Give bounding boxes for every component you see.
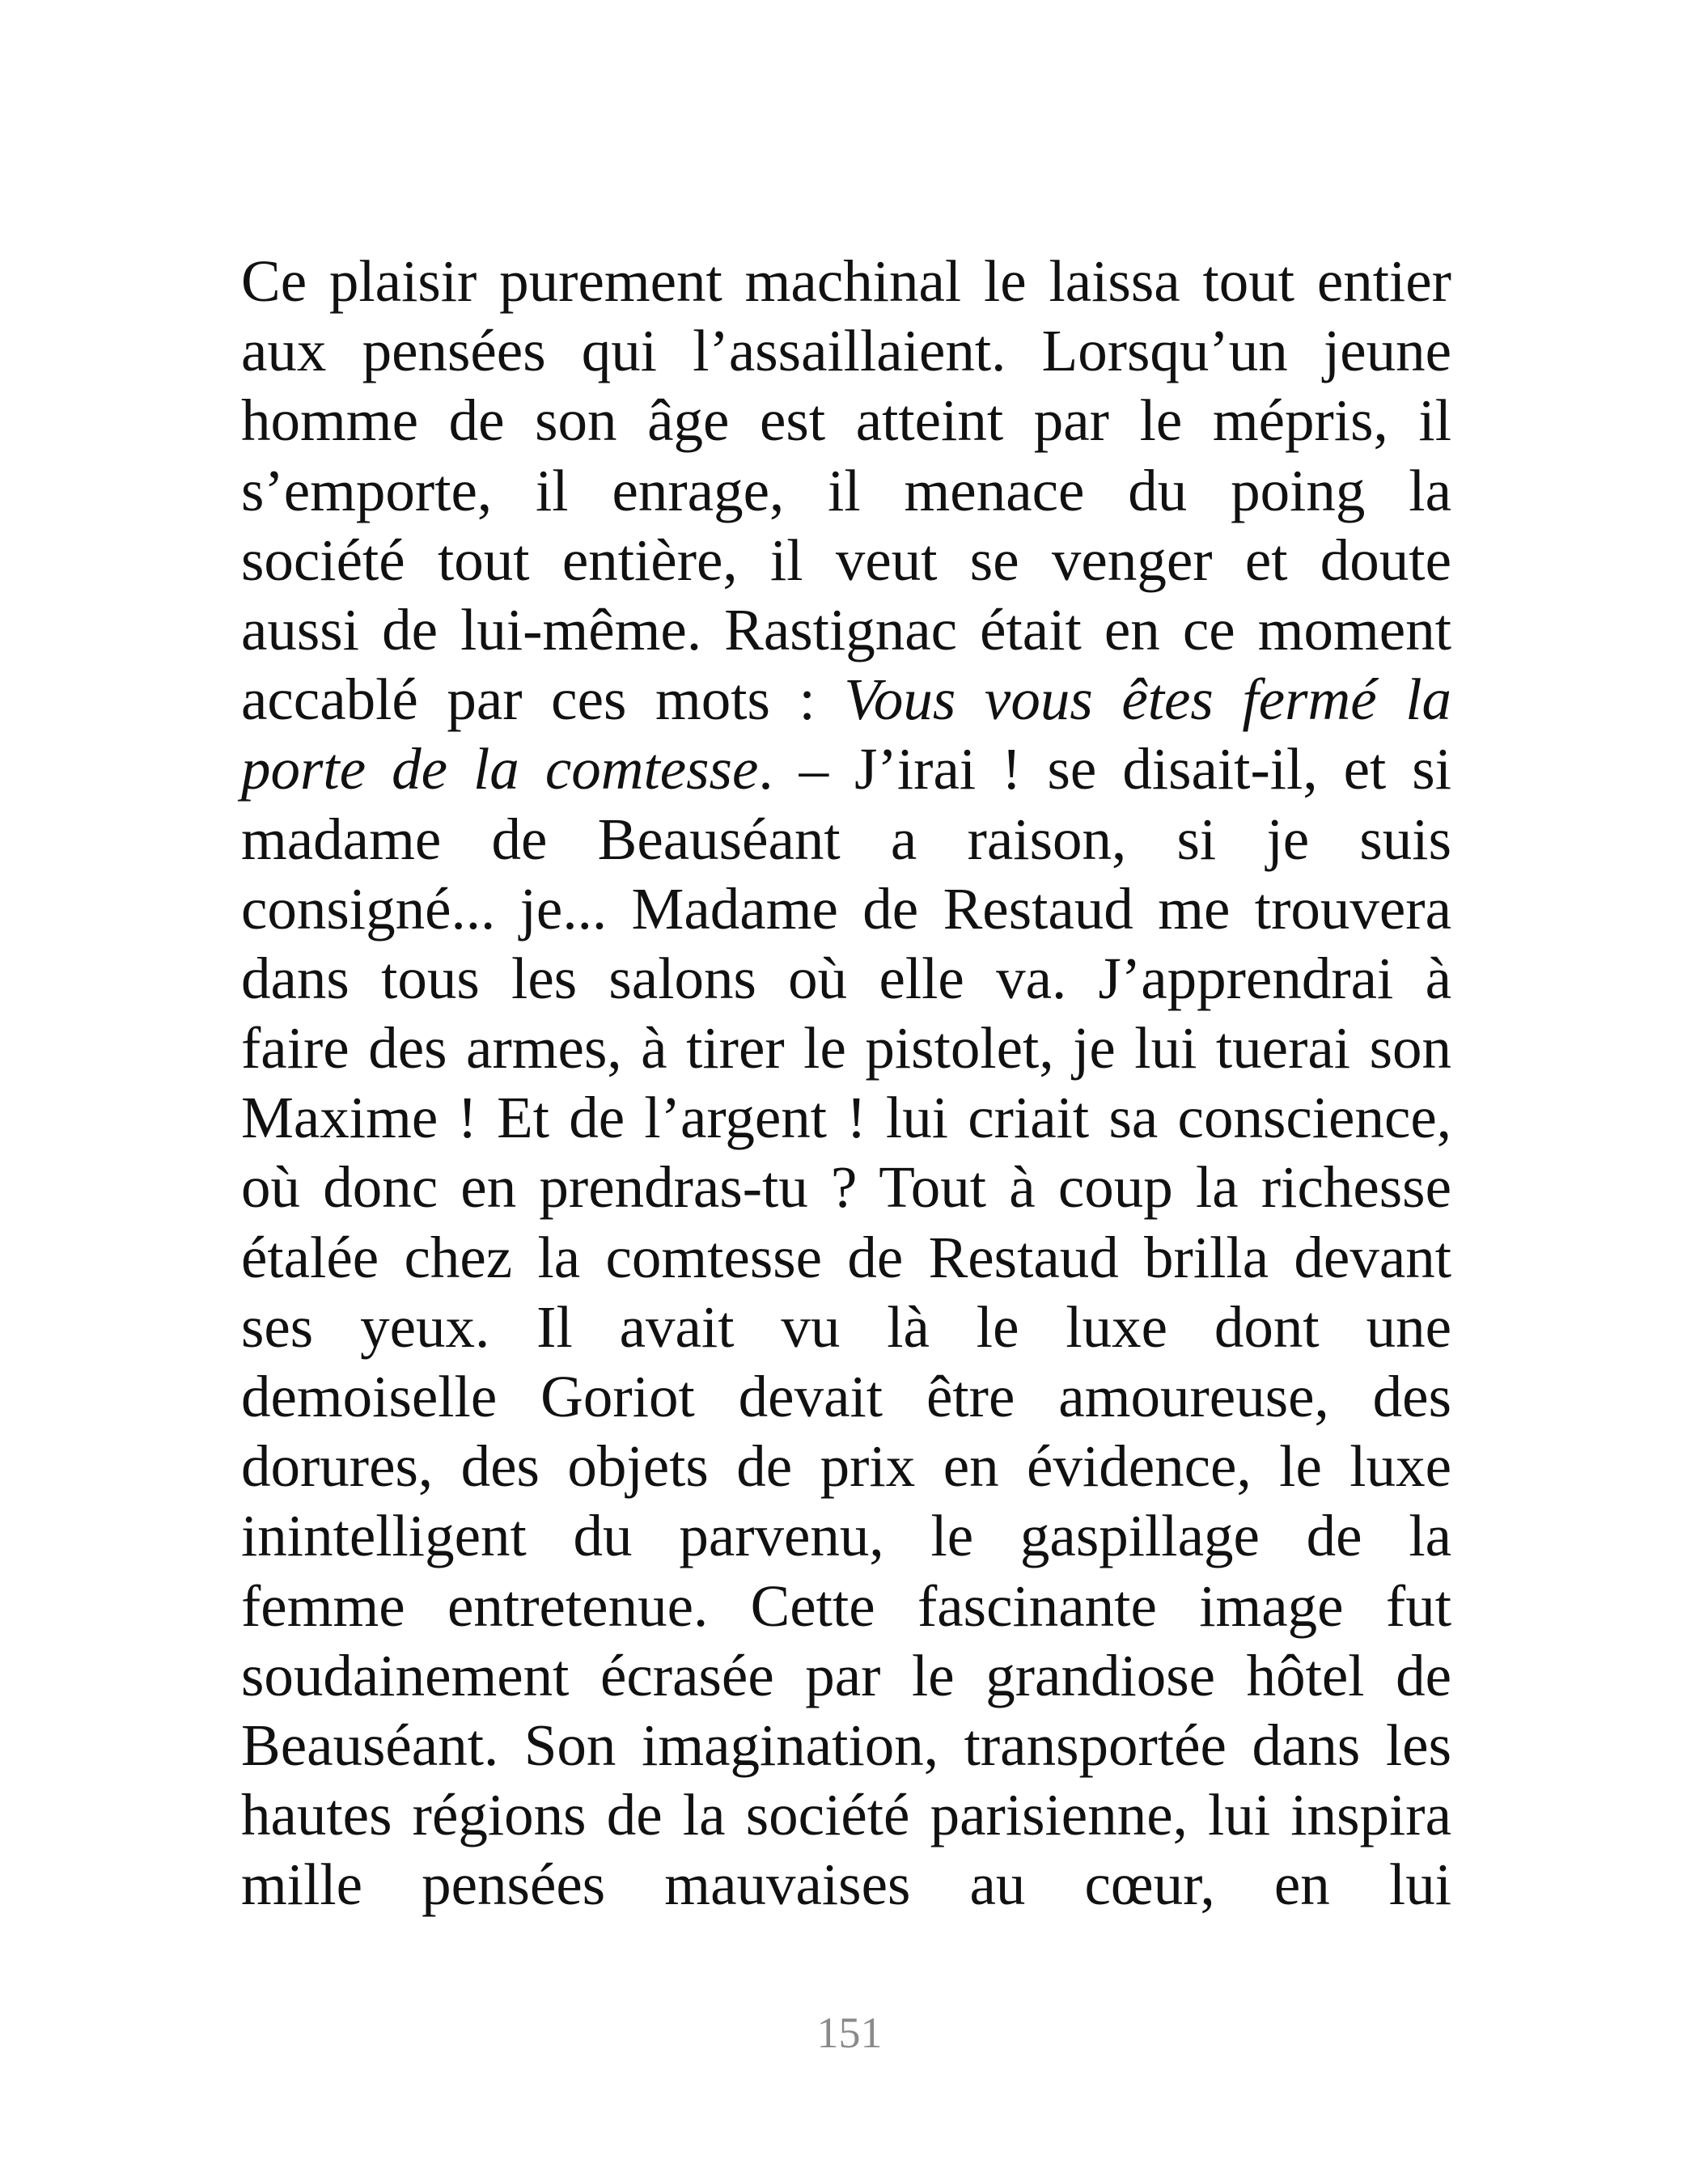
text-line: Beauséant. Son imagination, transportée dans les — [241, 1712, 1451, 1778]
page-number: 151 — [816, 2008, 883, 2057]
text-line: faire des armes, à tirer le pistolet, je lui tuerai son — [241, 1015, 1451, 1081]
text-line: homme de son âge est atteint par le mépris, il — [241, 387, 1451, 454]
italic-quote: porte de la comtesse — [241, 736, 759, 802]
text-line: hautes régions de la société parisienne, lui inspira — [241, 1782, 1451, 1848]
text-line — [241, 665, 1451, 734]
text-line: inintelligent du parvenu, le gaspillage de la — [241, 1503, 1451, 1569]
text-line: s’emporte, il enrage, il menace du poing la — [241, 457, 1451, 523]
text-line — [241, 734, 1451, 804]
text-line: où donc en prendras-tu ? Tout à coup la richesse — [241, 1154, 1451, 1221]
text-line: ses yeux. Il avait vu là le luxe dont une — [241, 1293, 1451, 1360]
text-line: demoiselle Goriot devait être amoureuse, des — [241, 1364, 1451, 1429]
italic-quote: Vous vous êtes fermé la — [844, 667, 1451, 733]
text-line: Maxime ! Et de l’argent ! lui criait sa conscience, — [241, 1085, 1451, 1151]
text-line: soudainement écrasée par le grandiose hôtel de — [241, 1642, 1451, 1708]
text-line: femme entretenue. Cette fascinante image fut — [241, 1572, 1451, 1639]
text-line: aux pensées qui l’assaillaient. Lorsqu’un jeune — [241, 318, 1451, 384]
text-line: consigné... je... Madame de Restaud me trouvera — [241, 875, 1451, 942]
text-line: madame de Beauséant a raison, si je suis — [241, 806, 1451, 872]
line-text: accablé par ces mots : — [241, 667, 845, 733]
body-text — [241, 247, 1451, 1920]
text-line: société tout entière, il veut se venger et doute — [241, 527, 1451, 593]
text-line: aussi de lui-même. Rastignac était en ce moment — [241, 596, 1451, 662]
text-line: Ce plaisir purement machinal le laissa tout entier — [241, 248, 1451, 314]
text-line: étalée chez la comtesse de Restaud brilla devant — [241, 1224, 1451, 1290]
text-line: mille pensées mauvaises au cœur, en lui — [241, 1852, 1451, 1918]
text-line: dorures, des objets de prix en évidence, le luxe — [241, 1433, 1451, 1500]
text-line: dans tous les salons où elle va. J’apprendrai à — [241, 945, 1451, 1011]
line-text: . – J’irai ! se disait-il, et si — [758, 736, 1452, 802]
